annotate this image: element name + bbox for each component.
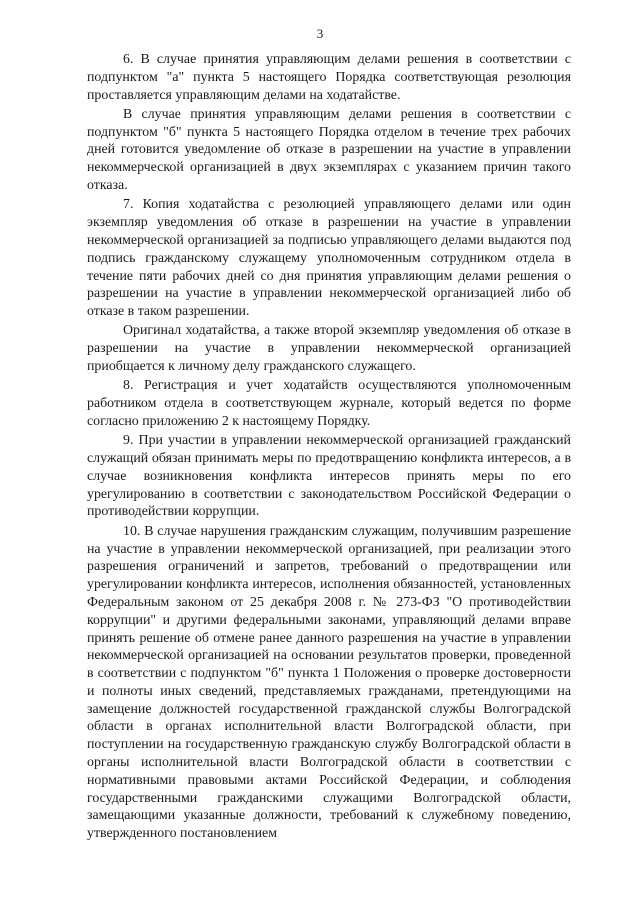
body-text (87, 51, 571, 845)
paragraph-item-7: 7. Копия ходатайства с резолюцией управляющего делами или один экземпляр уведомления об отказе в разрешении на участие в управлении некоммерческой организацией за подписью управляющего делами выдаются под подпись гражданскому служащему уполномоченным сотрудником отдела в течение пяти рабочих дней со дня принятия управляющим делами решения о разрешении на участие в управлении некоммерческой организацией либо об отказе в таком разрешении. (87, 197, 571, 320)
paragraph-item-6: 6. В случае принятия управляющим делами решения в соответствии с подпунктом "а" пункта 5 настоящего Порядка соответствующая резолюция проставляется управляющим делами на ходатайстве. (87, 52, 571, 103)
page-number: 3 (316, 26, 324, 41)
paragraph-item-10: 10. В случае нарушения гражданским служащим, получившим разрешение на участие в управлении некоммерческой организацией, при реализации этого разрешения ограничений и запретов, требований о предотвращении или урегулировании конфликта интересов, исполнения обязанностей, установленных Федеральным законом от 25 декабря 2008 г. № 273-ФЗ "О противодействии коррупции" и другими федеральными законами, управляющий делами вправе принять решение об отмене ранее данного разрешения на участие в управлении некоммерческой организацией на основании результатов проверки, проведенной в соответствии с подпунктом "б" пункта 1 Положения о проверке достоверности и полноты иных сведений, представляемых гражданами, претендующими на замещение должностей государственной гражданской службы Волгоградской области в органах исполнительной власти Волгоградской области, при поступлении на государственную гражданскую службу Волгоградской области в органы исполнительной власти Волгоградской области в соответствии с нормативными правовыми актами Российской Федерации, и соблюдения государственными гражданскими служащими Волгоградской области, замещающими указанные должности, требований к служебному поведению, утвержденного постановлением (87, 523, 571, 842)
paragraph-item-6-refusal: В случае принятия управляющим делами решения в соответствии с подпунктом "б" пункта 5 настоящего Порядка отделом в течение трех рабочих дней готовится уведомление об отказе в разрешении на участие в управлении некоммерческой организацией в двух экземплярах с указанием причин такого отказа. (87, 106, 571, 194)
paragraph-item-8: 8. Регистрация и учет ходатайств осуществляются уполномоченным работником отдела в соответствующем журнале, который ведется по форме согласно приложению 2 к настоящему Порядку. (87, 378, 571, 429)
paragraph-item-9: 9. При участии в управлении некоммерческой организацией гражданский служащий обязан принимать меры по предотвращению конфликта интересов, а в случае возникновения конфликта интересов принять меры по его урегулированию в соответствии с законодательством Российской Федерации о противодействии коррупции. (87, 433, 571, 520)
paragraph-item-7-original: Оригинал ходатайства, а также второй экземпляр уведомления об отказе в разрешении на участие в управлении некоммерческой организацией приобщается к личному делу гражданского служащего. (87, 323, 571, 375)
